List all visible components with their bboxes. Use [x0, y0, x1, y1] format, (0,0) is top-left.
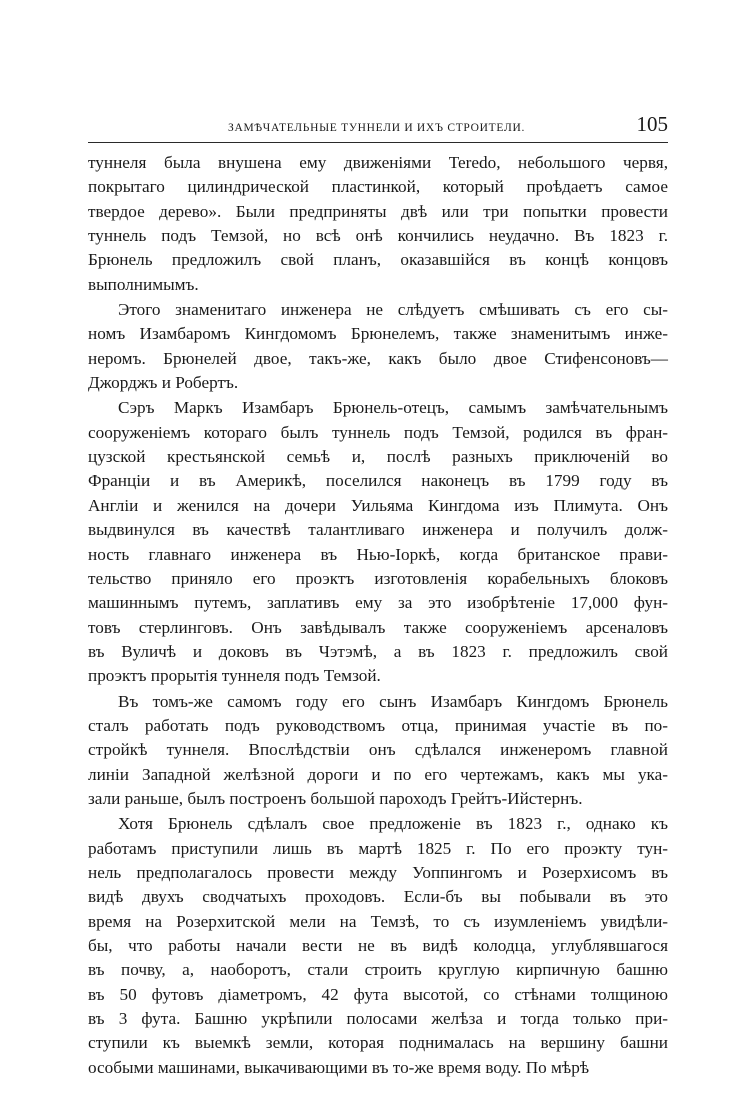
text-line: бы, что работы начали вести не въ видѣ колодца, углублявшагося — [88, 936, 668, 955]
text-line: въ 3 фута. Башню укрѣпили полосами желѣза и тогда только при- — [88, 1009, 668, 1029]
text-line: въ почву, а, наоборотъ, стали строить круглую кирпичную башню — [88, 960, 668, 980]
text-line: выдвинулся въ качествѣ талантливаго инженера и получилъ долж- — [88, 520, 668, 540]
text-line: твердое дерево». Были предприняты двѣ или три попытки провести — [88, 201, 668, 221]
text-line: проэктъ прорытія туннеля подъ Темзой. — [88, 666, 381, 686]
text-line: туннель подъ Темзой, но всѣ онѣ кончились неудачно. Въ 1823 г. — [88, 226, 668, 246]
text-line: неромъ. Брюнелей двое, такъ-же, какъ было двое Стифенсоновъ— — [88, 348, 668, 368]
text-line: Брюнель предложилъ свой планъ, оказавшійся въ концѣ концовъ — [88, 250, 668, 270]
text-line: въ Вуличѣ и доковъ въ Чэтэмѣ, а въ 1823 г. предложилъ свой — [88, 641, 668, 661]
text-line: Сэръ Маркъ Изамбаръ Брюнель-отецъ, самымъ замѣчательнымъ — [118, 398, 668, 418]
paragraph — [88, 151, 668, 297]
running-head: ЗАМѢЧАТЕЛЬНЫЕ ТУННЕЛИ И ИХЪ СТРОИТЕЛИ. — [228, 122, 526, 134]
text-line: сооруженіемъ котораго былъ туннель подъ Темзой, родился въ фран- — [88, 422, 668, 442]
page-number: 105 — [636, 112, 668, 136]
text-line: туннеля была внушена ему движеніями Teredo, небольшого червя, — [88, 153, 668, 172]
text-line: покрытаго цилиндрической пластинкой, который проѣдаетъ самое — [88, 177, 668, 197]
text-line: нель предполагалось провести между Уоппингомъ и Розерхисомъ въ — [88, 862, 668, 882]
text-line: машиннымъ путемъ, заплативъ ему за это изобрѣтеніе 17,000 фун- — [88, 593, 668, 613]
paragraph — [88, 690, 668, 812]
text-line: особыми машинами, выкачивающими въ то-же время воду. По мѣрѣ — [88, 1057, 590, 1077]
text-line: номъ Изамбаромъ Кингдомомъ Брюнелемъ, также знаменитымъ инже- — [88, 324, 668, 344]
text-line: цузской крестьянской семьѣ и, послѣ разныхъ приключеній во — [88, 447, 668, 467]
text-line: линіи Западной желѣзной дороги и по его чертежамъ, какъ мы ука- — [88, 764, 668, 784]
book-page — [88, 112, 668, 1080]
text-line: въ 50 футовъ діаметромъ, 42 фута высотой, со стѣнами толщиною — [88, 984, 668, 1004]
text-line: ступили къ выемкѣ земли, которая поднималась на вершину башни — [88, 1033, 668, 1053]
text-line: видѣ двухъ сводчатыхъ проходовъ. Если-бъ вы побывали въ это — [88, 887, 668, 907]
paragraph — [88, 812, 668, 1080]
body-text — [88, 151, 668, 1080]
text-line: стройкѣ туннеля. Впослѣдствіи онъ сдѣлался инженеромъ главной — [88, 740, 668, 760]
text-line: ность главнаго инженера въ Нью-Іоркѣ, когда британское прави- — [88, 544, 668, 564]
text-line: Хотя Брюнель сдѣлалъ свое предложеніе въ 1823 г., однако къ — [118, 814, 668, 834]
text-line: Джорджъ и Робертъ. — [88, 373, 239, 393]
text-line: Въ томъ-же самомъ году его сынъ Изамбаръ Кингдомъ Брюнель — [118, 691, 668, 711]
text-line: товъ стерлинговъ. Онъ завѣдывалъ также сооруженіемъ арсеналовъ — [88, 617, 668, 637]
text-line: работамъ приступили лишь въ мартѣ 1825 г. По его проэкту тун- — [88, 838, 668, 858]
paragraph — [88, 396, 668, 688]
text-line: выполнимымъ. — [88, 274, 199, 294]
text-line: тельство приняло его проэктъ изготовленія корабельныхъ блоковъ — [88, 568, 668, 588]
text-line: сталъ работать подъ руководствомъ отца, принимая участіе въ по- — [88, 715, 668, 735]
text-line: Этого знаменитаго инженера не слѣдуетъ смѣшивать съ его сы- — [118, 300, 668, 320]
text-line: Англіи и женился на дочери Уильяма Кингдома изъ Плимута. Онъ — [88, 495, 668, 515]
text-line: зали раньше, былъ построенъ большой пароходъ Грейтъ-Ийстернъ. — [88, 788, 583, 808]
text-line: Франціи и въ Америкѣ, поселился наконецъ въ 1799 году въ — [88, 471, 668, 491]
paragraph — [88, 298, 668, 395]
page-header — [88, 112, 668, 143]
text-line: время на Розерхитской мели на Темзѣ, то съ изумленіемъ увидѣли- — [88, 911, 668, 931]
